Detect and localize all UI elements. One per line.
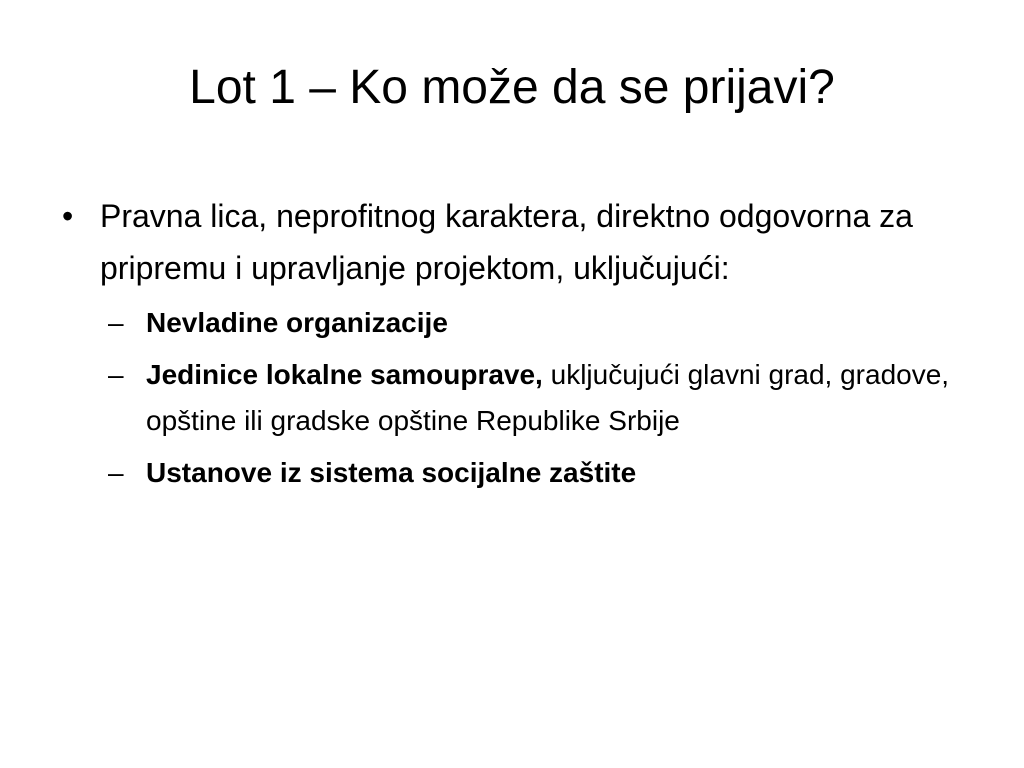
- bullet-marker: •: [62, 198, 74, 234]
- sub-bullet-item: [108, 352, 962, 444]
- dash-marker: –: [108, 359, 124, 390]
- slide-body: [62, 190, 962, 496]
- sub-bullet-bold-text: Ustanove iz sistema socijalne zaštite: [146, 457, 637, 488]
- sub-bullet-text: uključujući glavni grad, gradove, opštine ili gradske opštine Republike Srbije: [146, 359, 950, 436]
- slide-title: Lot 1 – Ko može da se prijavi?: [189, 61, 835, 114]
- sub-bullet-list: [62, 300, 962, 496]
- sub-bullet-bold-text: Nevladine organizacije: [146, 307, 448, 338]
- bullet-text: Pravna lica, neprofitnog karaktera, direktno odgovorna za pripremu i upravljanje projektom, uključujući:: [100, 198, 913, 286]
- dash-marker: –: [108, 307, 124, 338]
- dash-marker: –: [108, 457, 124, 488]
- sub-bullet-bold-text: Jedinice lokalne samouprave,: [146, 359, 543, 390]
- bullet-item: [62, 190, 962, 294]
- sub-bullet-item: [108, 450, 962, 496]
- sub-bullet-item: [108, 300, 962, 346]
